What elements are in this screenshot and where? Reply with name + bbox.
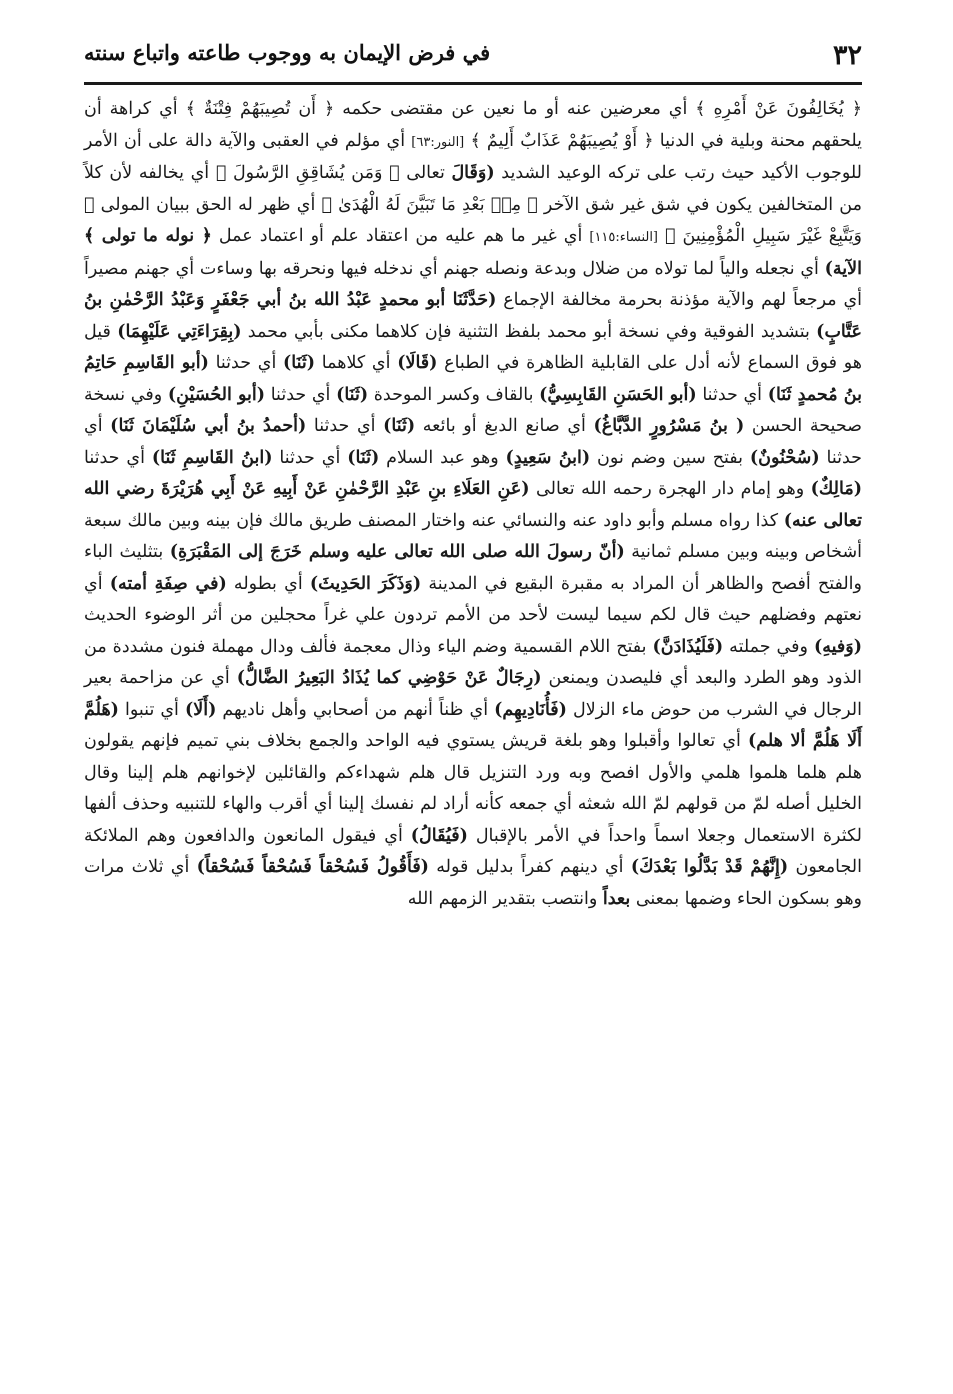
text-run: أي حدثنا: [208, 353, 284, 373]
text-run: أي حدثنا: [84, 416, 862, 468]
bold-phrase: (بِقِرَاءَتِي عَلَيْهِمَا): [117, 321, 242, 342]
text-run: بتثليث الباء والفتح أفصح والظاهر أن المراد به مقبرة البقيع في المدينة: [84, 542, 862, 594]
bold-phrase: (ابنُ القَاسِمِ ثَنَا): [151, 447, 273, 468]
text-run: أي تعالوا وأقبلوا وهو بلغة قريش يستوي فيه الواحد والجمع بخلاف بني تميم فإنهم يقولون هلم هلما هلموا هلمي والأول افصح وبه ورد التنزيل قال هلم شهداءكم والقائلين لإخوانهم هلم إلينا وقال الخليل أصله لمّ من قولهم لمّ الله شعثه أي جمعه كأنه أراد لم نفسك إلينا أي أقرب والهاء للتنبيه وحذف ألفها لكثرة الاستعمال وجعلا اسماً واحداً في الأمر بالإقبال: [84, 731, 862, 846]
text-run: ﴿ يُخَالِفُونَ عَنْ أَمْرِهِ ﴾ أي معرضين عنه أو ما نعين عن مقتضى حكمه ﴿ أَن تُصِيبَهُمْ فِتْنَةٌ ﴾ أي كراهة أن يلحقهم محنة وبلية في الدنيا ﴿ أَوْ يُصِيبَهُمْ عَذَابٌ أَلِيمٌ ﴾: [84, 99, 862, 151]
bold-phrase: (فَأُنَادِيهِم): [494, 699, 567, 720]
bold-phrase: (سُحْنُونٌ): [749, 447, 820, 468]
text-run: بفتح اللام القسمية وضم الياء وذال معجمة فألف ودال مهملة فنون مشددة من الذود وهو الطرد والبعد أي فليصدن ويمنعن: [84, 636, 862, 688]
bold-phrase: (عَنِ العَلَاءِ بنِ عَبْدِ الرَّحْمٰنِ عَنْ أَبِيهِ عَنْ أَبِي هُرَيْرَةَ رضي الله تعالى عنه): [84, 479, 863, 531]
bold-phrase: (أبو القَاسِمِ حَاتِمُ بنُ مُحمدٍ ثَنَا): [84, 353, 862, 405]
text-run: أي مؤلم في العقبى والآية دالة على أن الأمر للوجوب الأكيد حيث رتب على تركه الوعيد الشديد: [84, 130, 862, 183]
text-run: بالقاف وكسر الموحدة: [368, 384, 540, 405]
bold-phrase: ﴿ نوله ما تولى ﴾ الآية): [84, 226, 862, 279]
bold-phrase: (في صِفَةِ أمته): [109, 573, 227, 594]
bold-phrase: (مَالِكٌ): [810, 479, 862, 499]
text-run: أي حدثنا: [272, 447, 348, 468]
bold-phrase: (ثَنَا): [383, 416, 416, 436]
text-run: أي ثلاث مرات وهو بسكون الحاء وضمها بمعنى: [84, 857, 862, 909]
text-run: أي نعتهم وفضلهم حيث قال لكم سيما ليست لأحد من الأمم تردون علي غراً محجلين من أثر الوضوء الحديث: [84, 573, 862, 625]
bold-phrase: (ابنُ سَعِيدٍ): [505, 447, 591, 468]
commentary-body: [84, 94, 862, 1364]
source-citation: [النور:٦٣]: [411, 134, 465, 150]
text-run: أي صانع الدبغ أو بائعه: [415, 416, 594, 436]
text-run: أي كلاهما: [315, 353, 398, 373]
text-run: بتشديد الفوقية وفي نسخة أبو محمد بلفظ التثنية فإن كلاهما مكنى بأبي محمد: [241, 321, 817, 342]
text-run: أي بطوله: [226, 573, 310, 594]
bold-phrase: (أَلَا): [184, 699, 217, 720]
source-citation: [النساء:١١٥]: [589, 230, 659, 245]
text-run: أي نجعله والياً لما تولاه من ضلال وبدعة ونصله جهنم أي ندخله فيها ونحرقه بها وساءت أي جهنم مصيراً أي مرجعاً لهم والآية مؤذنة بحرمة مخالفة الإجماع: [84, 258, 863, 310]
text-run: أي غير ما هم عليه من اعتقاد علم أو اعتماد عمل: [211, 226, 590, 246]
text-run: أي حدثنا: [306, 416, 384, 436]
page-number: ٣٢: [832, 40, 862, 71]
text-run: أي حدثنا: [696, 384, 768, 405]
bold-phrase: (قَالَا): [397, 353, 438, 373]
text-run: وفي جملته: [723, 636, 814, 657]
text-run: بفتح سين وضم نون: [590, 447, 750, 468]
text-run: تعالى ﴿ وَمَن يُشَاقِقِ الرَّسُولَ ﴾ أي يخالفه لأن كلاً من المتخالفين يكون في شق غير شق الآخر ﴿ مِنۢ بَعْدِ مَا تَبَيَّنَ لَهُ الْهُدَىٰ ﴾ أي ظهر له الحق ببيان المولى ﴿ وَيَتَّبِعْ غَيْرَ سَبِيلِ الْمُؤْمِنِينَ ﴾: [84, 163, 862, 246]
text-run: أي عن مزاحمة بعير الرجال في الشرب من حوض ماء الزلال: [84, 668, 862, 720]
text-run: كذا رواه مسلم وأبو داود عنه والنسائي عنه واختار المصنف طريق مالك فإن بينه وبين مالك سبعة أشخاص وبينه وبين مسلم ثمانية: [84, 510, 862, 562]
bold-phrase: (ثَنَا): [336, 384, 369, 405]
text-run: أي تنبوا: [118, 699, 185, 720]
header-rule: [84, 82, 862, 85]
bold-phrase: (حَدَّثَنَا أبو محمدٍ عَبْدُ الله بنُ أبي جَعْفَرٍ وَعَبْدُ الرَّحْمٰنِ بنُ عَتَّابٍ): [84, 290, 862, 342]
bold-phrase: (إِنَّهُمْ قَدْ بَدَّلُوا بَعْدَكَ): [630, 857, 789, 877]
bold-phrase: (ثَنَا): [283, 353, 316, 373]
commentary-paragraph: [84, 94, 862, 915]
text-run: قيل هو فوق السماع لأنه أدل على القابلية الظاهرة في الطباع: [84, 321, 862, 373]
bold-phrase: ( بنُ مَسْرُورٍ الدَّبَّاغُ): [593, 416, 745, 436]
text-run: أي ظناً أنهم من أصحابي وأهل ناديهم: [216, 699, 495, 720]
bold-phrase: (رِجَالٌ عَنْ حَوْضِي كما يُذَادُ البَعِيرُ الضَّالُّ): [236, 668, 542, 688]
bold-phrase: (أنّ رسولَ الله صلى الله تعالى عليه وسلم خَرَجَ إلى المَقْبَرَةِ): [169, 542, 625, 562]
bold-phrase: (وَذَكَرَ الحَدِيثَ): [309, 573, 422, 594]
text-run: وفي نسخة صحيحة الحسن: [84, 384, 862, 436]
text-run: وهو عبد السلام: [379, 447, 506, 468]
bold-phrase: (أبو الحَسَنِ القَابِسِيُّ): [539, 384, 697, 405]
running-header: [84, 26, 862, 86]
bold-phrase: (وَقَالَ: [451, 163, 495, 183]
bold-phrase: (وَفيهِ): [813, 636, 862, 657]
bold-phrase: (هَلُمَّ أَلَا هَلُمَّ ألا هلم): [84, 699, 862, 751]
bold-phrase: (فَأَقُولُ فَسُحْقاً فَسُحْقاً فَسُحْقاً): [196, 857, 429, 877]
bold-phrase: (أبو الحُسَيْنِ): [167, 384, 266, 405]
bold-phrase: (فَيُقَالُ): [410, 825, 468, 846]
bold-phrase: (أحمدُ بنُ أبي سُلَيْمَانَ ثَنَا): [110, 416, 307, 436]
text-run: أي حدثنا: [84, 447, 152, 468]
bold-phrase: (ثَنَا): [347, 447, 380, 468]
text-run: وهو إمام دار الهجرة رحمه الله تعالى: [529, 479, 811, 499]
text-run: أي حدثنا: [265, 384, 337, 405]
header-title: في فرض الإيمان به ووجوب طاعته واتباع سنته: [84, 40, 491, 65]
text-run: وانتصب بتقدير الزمهم الله: [407, 888, 603, 909]
text-run: أي دينهم كفراً بدليل قوله: [428, 857, 631, 877]
bold-phrase: (فَلَيُذَادَنَّ): [652, 636, 724, 657]
text-run: أي فيقول المانعون والدافعون وهم الملائكة الجامعون: [84, 825, 863, 877]
bold-word: بعداً: [602, 888, 631, 909]
